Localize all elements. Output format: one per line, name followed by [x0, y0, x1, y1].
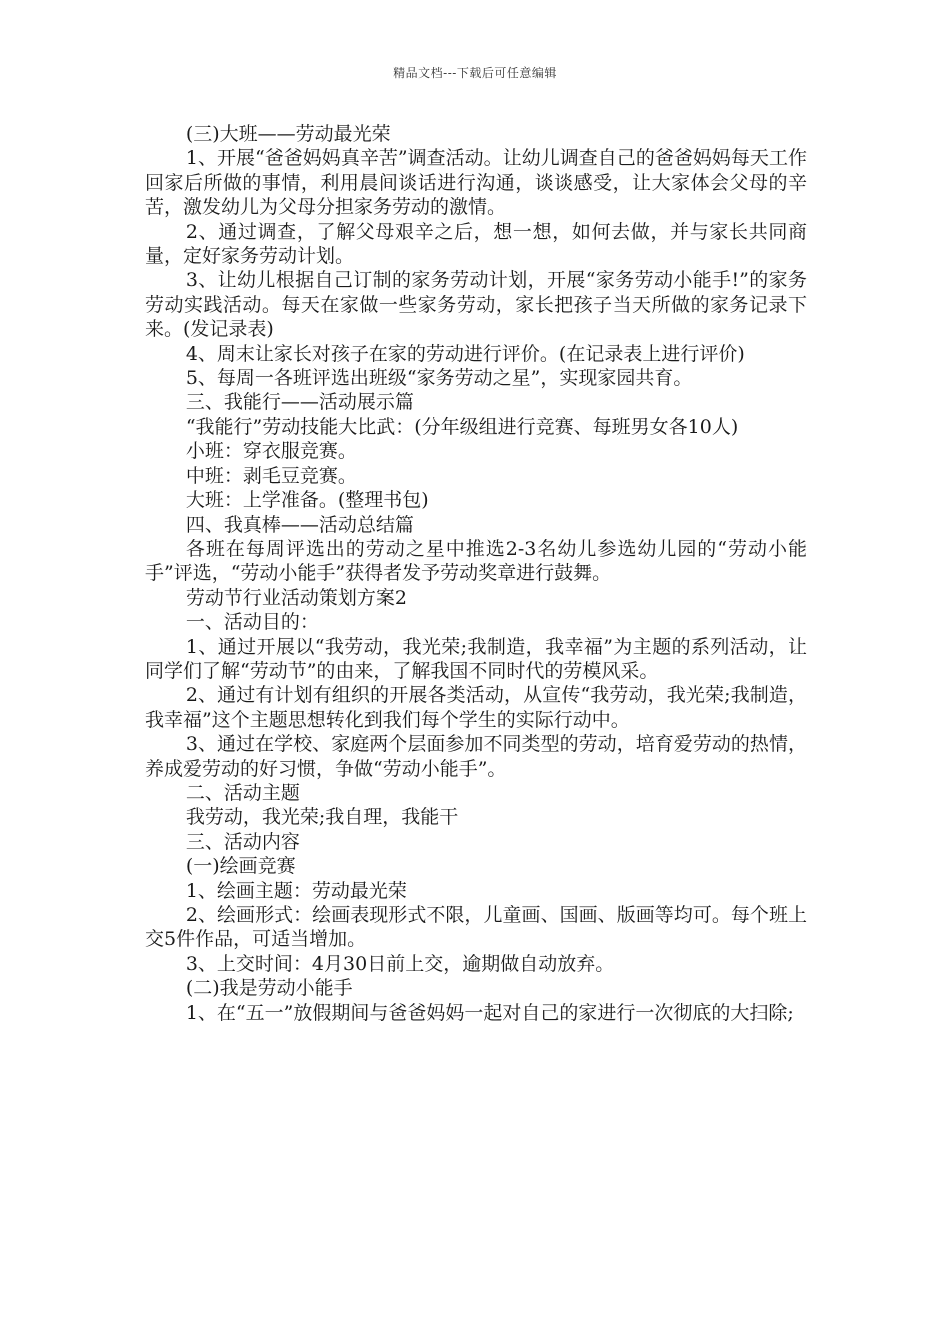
- paragraph: 各班在每周评选出的劳动之星中推选2-3名幼儿参选幼儿园的“劳动小能手”评选，“劳动小能手”获得者发予劳动奖章进行鼓舞。: [145, 537, 807, 585]
- paragraph: 中班：剥毛豆竞赛。: [185, 464, 357, 487]
- paragraph: 大班：上学准备。(整理书包): [185, 489, 429, 512]
- paragraph: 3、让幼儿根据自己订制的家务劳动计划，开展“家务劳动小能手!”的家务劳动实践活动。每天在家做一些家务劳动，家长把孩子当天所做的家务记录下来。(发记录表): [145, 269, 807, 341]
- document-body: [145, 122, 807, 1025]
- paragraph: 3、上交时间：4月30日前上交，逾期做自动放弃。: [185, 952, 615, 975]
- paragraph: 小班：穿衣服竞赛。: [185, 440, 357, 463]
- section-heading-purpose: 一、活动目的：: [185, 611, 319, 634]
- section-heading-showcase: 三、我能行——活动展示篇: [185, 391, 414, 414]
- subsection-heading-drawing: (一)绘画竞赛: [185, 855, 296, 878]
- paragraph: 1、在“五一”放假期间与爸爸妈妈一起对自己的家进行一次彻底的大扫除;: [185, 1001, 794, 1024]
- paragraph: 4、周末让家长对孩子在家的劳动进行评价。(在记录表上进行评价): [185, 342, 745, 365]
- paragraph: 1、绘画主题：劳动最光荣: [185, 879, 407, 902]
- page-header: 精品文档---下载后可任意编辑: [393, 66, 557, 80]
- section-heading-senior-class: (三)大班——劳动最光荣: [185, 123, 391, 145]
- paragraph: 1、开展“爸爸妈妈真辛苦”调查活动。让幼儿调查自己的爸爸妈妈每天工作回家后所做的事情，利用晨间谈话进行沟通，谈谈感受，让大家体会父母的辛苦，激发幼儿为父母分担家务劳动的激情。: [145, 147, 807, 219]
- paragraph: 5、每周一各班评选出班级“家务劳动之星”，实现家园共育。: [185, 367, 693, 390]
- paragraph: “我能行”劳动技能大比武：(分年级组进行竞赛、每班男女各10人): [185, 415, 739, 438]
- paragraph: 3、通过在学校、家庭两个层面参加不同类型的劳动，培育爱劳动的热情，养成爱劳动的好习惯，争做“劳动小能手”。: [145, 733, 807, 780]
- paragraph: 我劳动，我光荣;我自理，我能干: [185, 806, 459, 829]
- section-heading-theme: 二、活动主题: [185, 781, 300, 804]
- paragraph: 2、通过有计划有组织的开展各类活动，从宣传“我劳动，我光荣;我制造，我幸福”这个主题思想转化到我们每个学生的实际行动中。: [145, 684, 807, 731]
- paragraph: 1、通过开展以“我劳动，我光荣;我制造，我幸福”为主题的系列活动，让同学们了解“劳动节”的由来，了解我国不同时代的劳模风采。: [145, 635, 807, 682]
- section-heading-summary: 四、我真棒——活动总结篇: [185, 513, 414, 536]
- subsection-heading-helper: (二)我是劳动小能手: [185, 977, 353, 1000]
- paragraph: 2、通过调查，了解父母艰辛之后，想一想，如何去做，并与家长共同商量，定好家务劳动计划。: [145, 220, 807, 268]
- paragraph: 2、绘画形式：绘画表现形式不限，儿童画、国画、版画等均可。每个班上交5件作品，可适当增加。: [145, 904, 807, 951]
- section-heading-content: 三、活动内容: [185, 830, 300, 853]
- plan-title: 劳动节行业活动策划方案2: [185, 586, 407, 609]
